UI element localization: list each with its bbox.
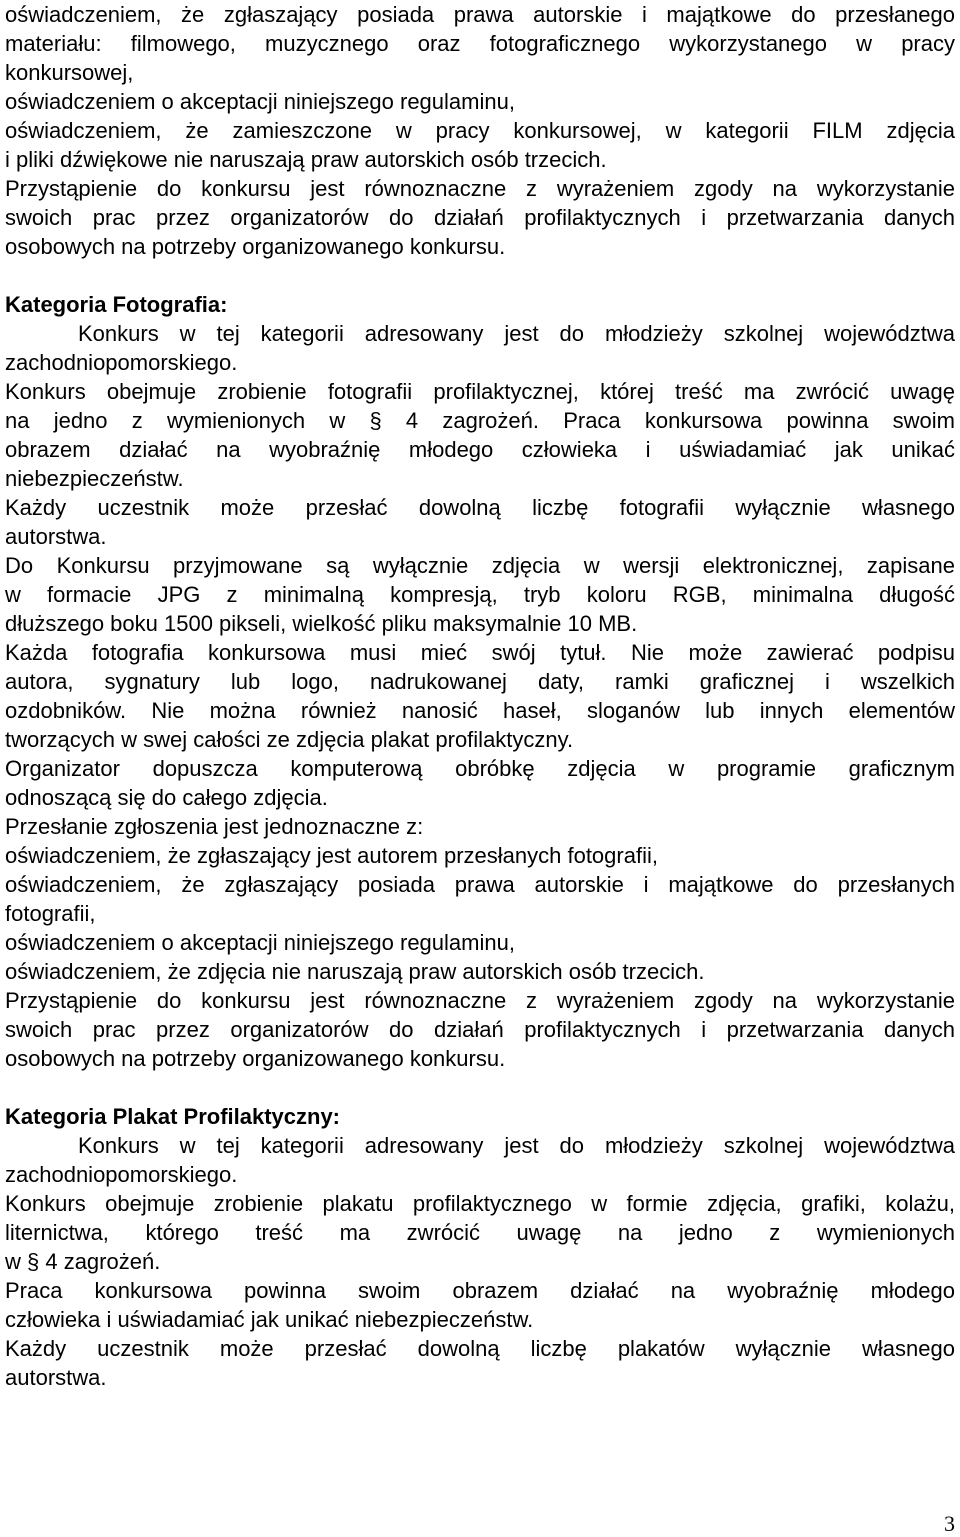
text-line: osobowych na potrzeby organizowanego konkursu. [5,1046,506,1071]
text-line: i pliki dźwiękowe nie naruszają praw autorskich osób trzecich. [5,147,607,172]
text-line: Każdy uczestnik może przesłać dowolną liczbę fotografii wyłącznie własnego [5,495,955,520]
text-line: Przystąpienie do konkursu jest równoznaczne z wyrażeniem zgody na wykorzystanie [5,176,955,201]
text-line: odnoszącą się do całego zdjęcia. [5,785,328,810]
text-line: Każdy uczestnik może przesłać dowolną liczbę plakatów wyłącznie własnego [5,1336,955,1361]
text-line: liternictwa, którego treść ma zwrócić uwagę na jedno z wymienionych [5,1220,955,1245]
text-line: w formacie JPG z minimalną kompresją, tryb koloru RGB, minimalna długość [5,582,955,607]
section-heading-fotografia: Kategoria Fotografia: [5,292,228,317]
text-line: Przystąpienie do konkursu jest równoznaczne z wyrażeniem zgody na wykorzystanie [5,988,955,1013]
section-heading-plakat: Kategoria Plakat Profilaktyczny: [5,1104,341,1129]
page-number: 3 [944,1511,955,1536]
text-line: Konkurs w tej kategorii adresowany jest do młodzieży szkolnej województwa [78,1133,955,1158]
text-line: na jedno z wymienionych w § 4 zagrożeń. Praca konkursowa powinna swoim [5,408,955,433]
text-line: Każda fotografia konkursowa musi mieć swój tytuł. Nie może zawierać podpisu [5,640,955,665]
text-line: Organizator dopuszcza komputerową obróbkę zdjęcia w programie graficznym [5,756,955,781]
text-line: Przesłanie zgłoszenia jest jednoznaczne z: [5,814,424,839]
text-line: Konkurs w tej kategorii adresowany jest do młodzieży szkolnej województwa [78,321,955,346]
text-line: swoich prac przez organizatorów do działań profilaktycznych i przetwarzania danych [5,205,955,230]
text-line: Konkurs obejmuje zrobienie plakatu profilaktycznego w formie zdjęcia, grafiki, kolażu, [5,1191,955,1216]
text-line: oświadczeniem, że zgłaszający jest autorem przesłanych fotografii, [5,843,658,868]
text-line: zachodniopomorskiego. [5,1162,238,1187]
text-line: obrazem działać na wyobraźnię młodego człowieka i uświadamiać jak unikać [5,437,955,462]
text-line: oświadczeniem, że zgłaszający posiada prawa autorskie i majątkowe do przesłanego [5,2,955,27]
text-line: tworzących w swej całości ze zdjęcia plakat profilaktyczny. [5,727,574,752]
text-line: zachodniopomorskiego. [5,350,238,375]
text-line: w § 4 zagrożeń. [5,1249,161,1274]
text-line: oświadczeniem, że zgłaszający posiada prawa autorskie i majątkowe do przesłanych [5,872,955,897]
text-line: autorstwa. [5,524,107,549]
text-line: oświadczeniem, że zdjęcia nie naruszają praw autorskich osób trzecich. [5,959,705,984]
text-line: materiału: filmowego, muzycznego oraz fotograficznego wykorzystanego w pracy [5,31,955,56]
text-line: oświadczeniem o akceptacji niniejszego regulaminu, [5,930,515,955]
text-line: człowieka i uświadamiać jak unikać niebezpieczeństw. [5,1307,534,1332]
text-line: autorstwa. [5,1365,107,1390]
text-line: Praca konkursowa powinna swoim obrazem działać na wyobraźnię młodego [5,1278,955,1303]
text-line: swoich prac przez organizatorów do działań profilaktycznych i przetwarzania danych [5,1017,955,1042]
text-line: oświadczeniem o akceptacji niniejszego regulaminu, [5,89,515,114]
text-line: dłuższego boku 1500 pikseli, wielkość pliku maksymalnie 10 MB. [5,611,638,636]
text-line: Do Konkursu przyjmowane są wyłącznie zdjęcia w wersji elektronicznej, zapisane [5,553,955,578]
text-line: osobowych na potrzeby organizowanego konkursu. [5,234,506,259]
text-line: konkursowej, [5,60,134,85]
text-line: ozdobników. Nie można również nanosić haseł, sloganów lub innych elementów [5,698,955,723]
text-line: niebezpieczeństw. [5,466,184,491]
text-line: fotografii, [5,901,96,926]
text-line: autora, sygnatury lub logo, nadrukowanej daty, ramki graficznej i wszelkich [5,669,955,694]
text-line: oświadczeniem, że zamieszczone w pracy konkursowej, w kategorii FILM zdjęcia [5,118,955,143]
text-line: Konkurs obejmuje zrobienie fotografii profilaktycznej, której treść ma zwrócić uwagę [5,379,955,404]
